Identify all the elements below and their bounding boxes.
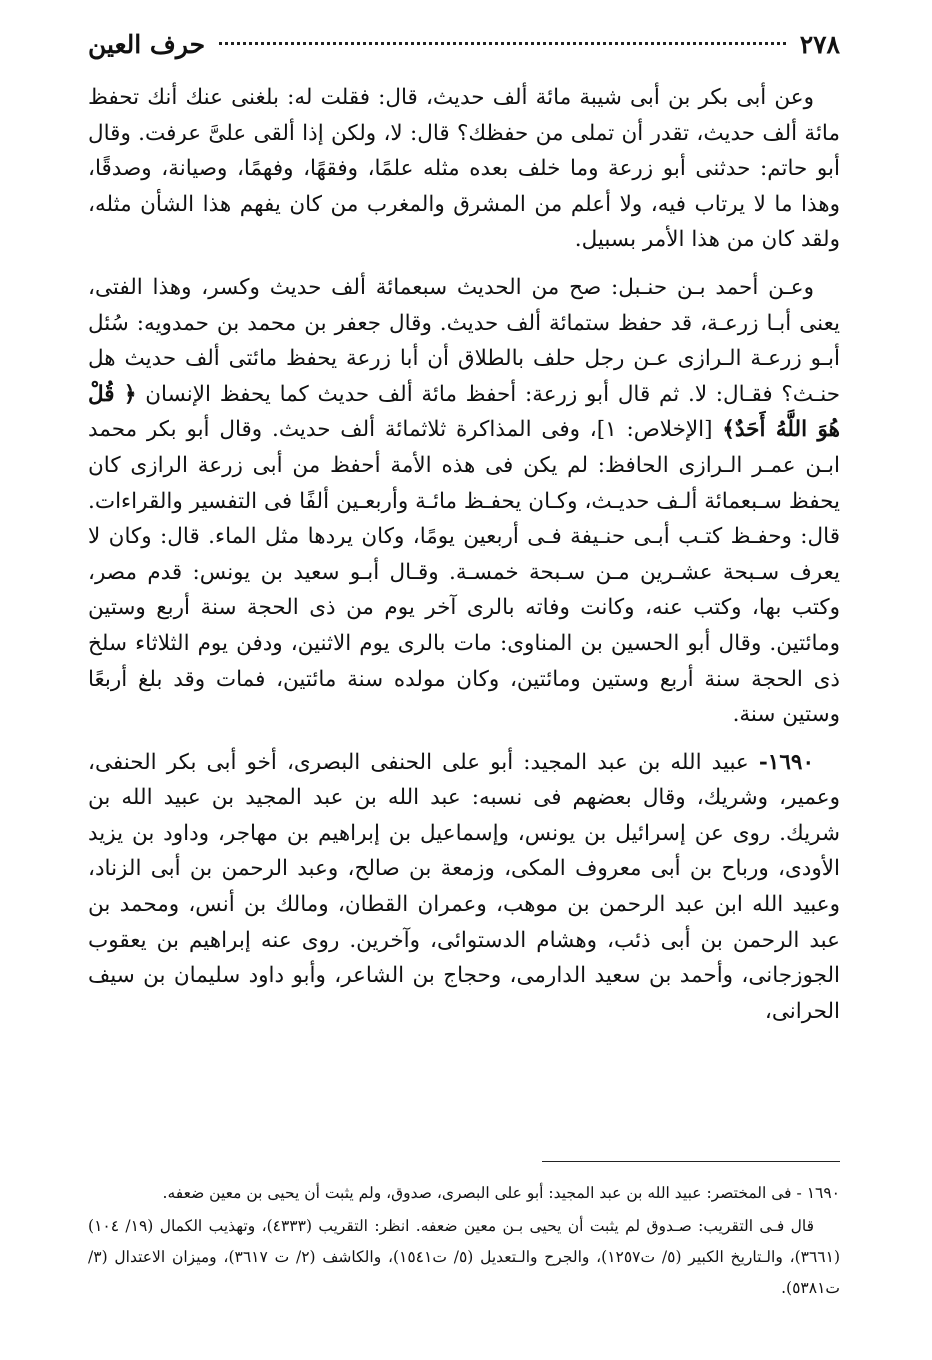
quran-verse: ﴿ قُلْ هُوَ اللَّهُ أَحَدٌ﴾ [88, 381, 840, 443]
footnote-separator [542, 1161, 840, 1162]
running-header [88, 30, 840, 80]
biography-entry-1690 [88, 745, 840, 1030]
page-number: ٢٧٨ [799, 30, 840, 59]
paragraph-text-after-verse: [الإخلاص: ١]، وفى المذاكرة ثلاثمائة ألف حديث. وقال أبو بكر محمد ابـن عمـر الـرازى الحافظ: لم يكن فى هذه الأمة أحفظ من أبى زرعة الرازى كان يحفظ سـبعمائة ألـف حديـث، وكـان يحفـظ مائـة وأربعـين ألفًا فى التفسير والقراءات. قال: وحفـظ كتـب أبـى حنـيفة فـى أربعين يومًا، وكان يردها مثل الماء. قال: وكان لا يعرف سـبحة عشـرين مـن سـبحة خمسـة. وقـال أبـو سعيد بن يونس: قدم مصر، وكتب بها، وكتب عنه، وكانت وفاته بالرى آخر يوم من ذى الحجة سنة أربع وستين ومائتين. وقال أبو الحسين بن المناوى: مات بالرى يوم الاثنين، ودفن يوم الثلاثاء سلخ ذى الحجة سنة أربع وستين ومائتين، وكان مولده سنة مائتين، فمات وقد بلغ أربعًا وستين سنة. [88, 417, 840, 728]
paragraph-text-before-verse: وعـن أحمد بـن حنـبل: صح من الحديث سبعمائة ألف حديث وكسر، وهذا الفتى، يعنى أبـا زرعـة، قد حفظ ستمائة ألف حديث. وقال جعفر بن محمد بن حمدويه: سُئل أبـو زرعـة الـرازى عـن رجل حلف بالطلاق أن أبا زرعة يحفظ مائتى ألف حديث هل حنـث؟ فقـال: لا. ثم قال أبو زرعة: أحفظ مائة ألف حديث كما يحفظ الإنسان [88, 274, 840, 407]
footnote-1690-mukhtasar: ١٦٩٠ - فى المختصر: عبيد الله بن عبد المجيد: أبو على البصرى، صدوق، ولم يثبت أن يحيى بن معين ضعفه. [162, 1184, 840, 1202]
book-page [88, 30, 840, 1330]
entry-text: عبيد الله بن عبد المجيد: أبو على الحنفى البصرى، أخو أبى بكر الحنفى، وعمير، وشريك، وقال بعضهم فى نسبه: عبد الله بن عبد المجيد بن عبيد الله بن شريك. روى عن إسرائيل بن يونس، وإسماعيل بن إبراهيم بن مهاجر، وداود بن يزيد الأودى، ورباح بن أبى معروف المكى، وزمعة بن صالح، وعبد الرحمن بن أبى الزناد، وعبيد الله ابن عبد الرحمن بن موهب، وعمران القطان، ومالك بن أنس، ومحمد بن عبد الرحمن بن أبى ذئب، وهشام الدستوائى، وآخرين. روى عنه إبراهيم بن يعقوب الجوزجانى، وأحمد بن سعيد الدارمى، وحجاج بن الشاعر، وأبو داود سليمان بن سيف الحرانى، [88, 749, 840, 1024]
entry-number: ١٦٩٠- [758, 749, 814, 775]
header-dotted-leader [219, 42, 786, 45]
footnotes [88, 1178, 840, 1304]
chapter-title: حرف العين [88, 30, 206, 59]
paragraph-ahmad-ibn-hanbal [88, 270, 840, 733]
footnote-1690-taqrib: قال فـى التقريب: صـدوق لم يثبت أن يحيى بـن معين ضعفه. انظر: التقريب (٤٣٣٣)، وتهذيب الكمال (١٩/ ١٠٤) (٣٦٦١)، والـتاريخ الكبير (٥/ ت١٢٥٧)، والجرح والـتعديل (٥/ ت١٥٤١)، والكاشف (٢/ ت ٣٦١٧)، وميزان الاعتدال (٣/ ت٥٣٨١). [88, 1217, 841, 1297]
paragraph-abu-zura-memory: وعن أبى بكر بن أبى شيبة مائة ألف حديث، قال: فقلت له: بلغنى عنك أنك تحفظ مائة ألف حديث، تقدر أن تملى من حفظك؟ قال: لا، ولكن إذا ألقى علىَّ عرفت. وقال أبو حاتم: حدثنى أبو زرعة وما خلف بعده مثله علمًا، وفقهًا، وفهمًا، وصيانة، وصدقًا، وهذا ما لا يرتاب فيه، ولا أعلم من المشرق والمغرب من كان يفهم هذا الشأن مثله، ولقد كان من هذا الأمر بسبيل. [88, 85, 840, 253]
main-text [88, 80, 840, 1029]
